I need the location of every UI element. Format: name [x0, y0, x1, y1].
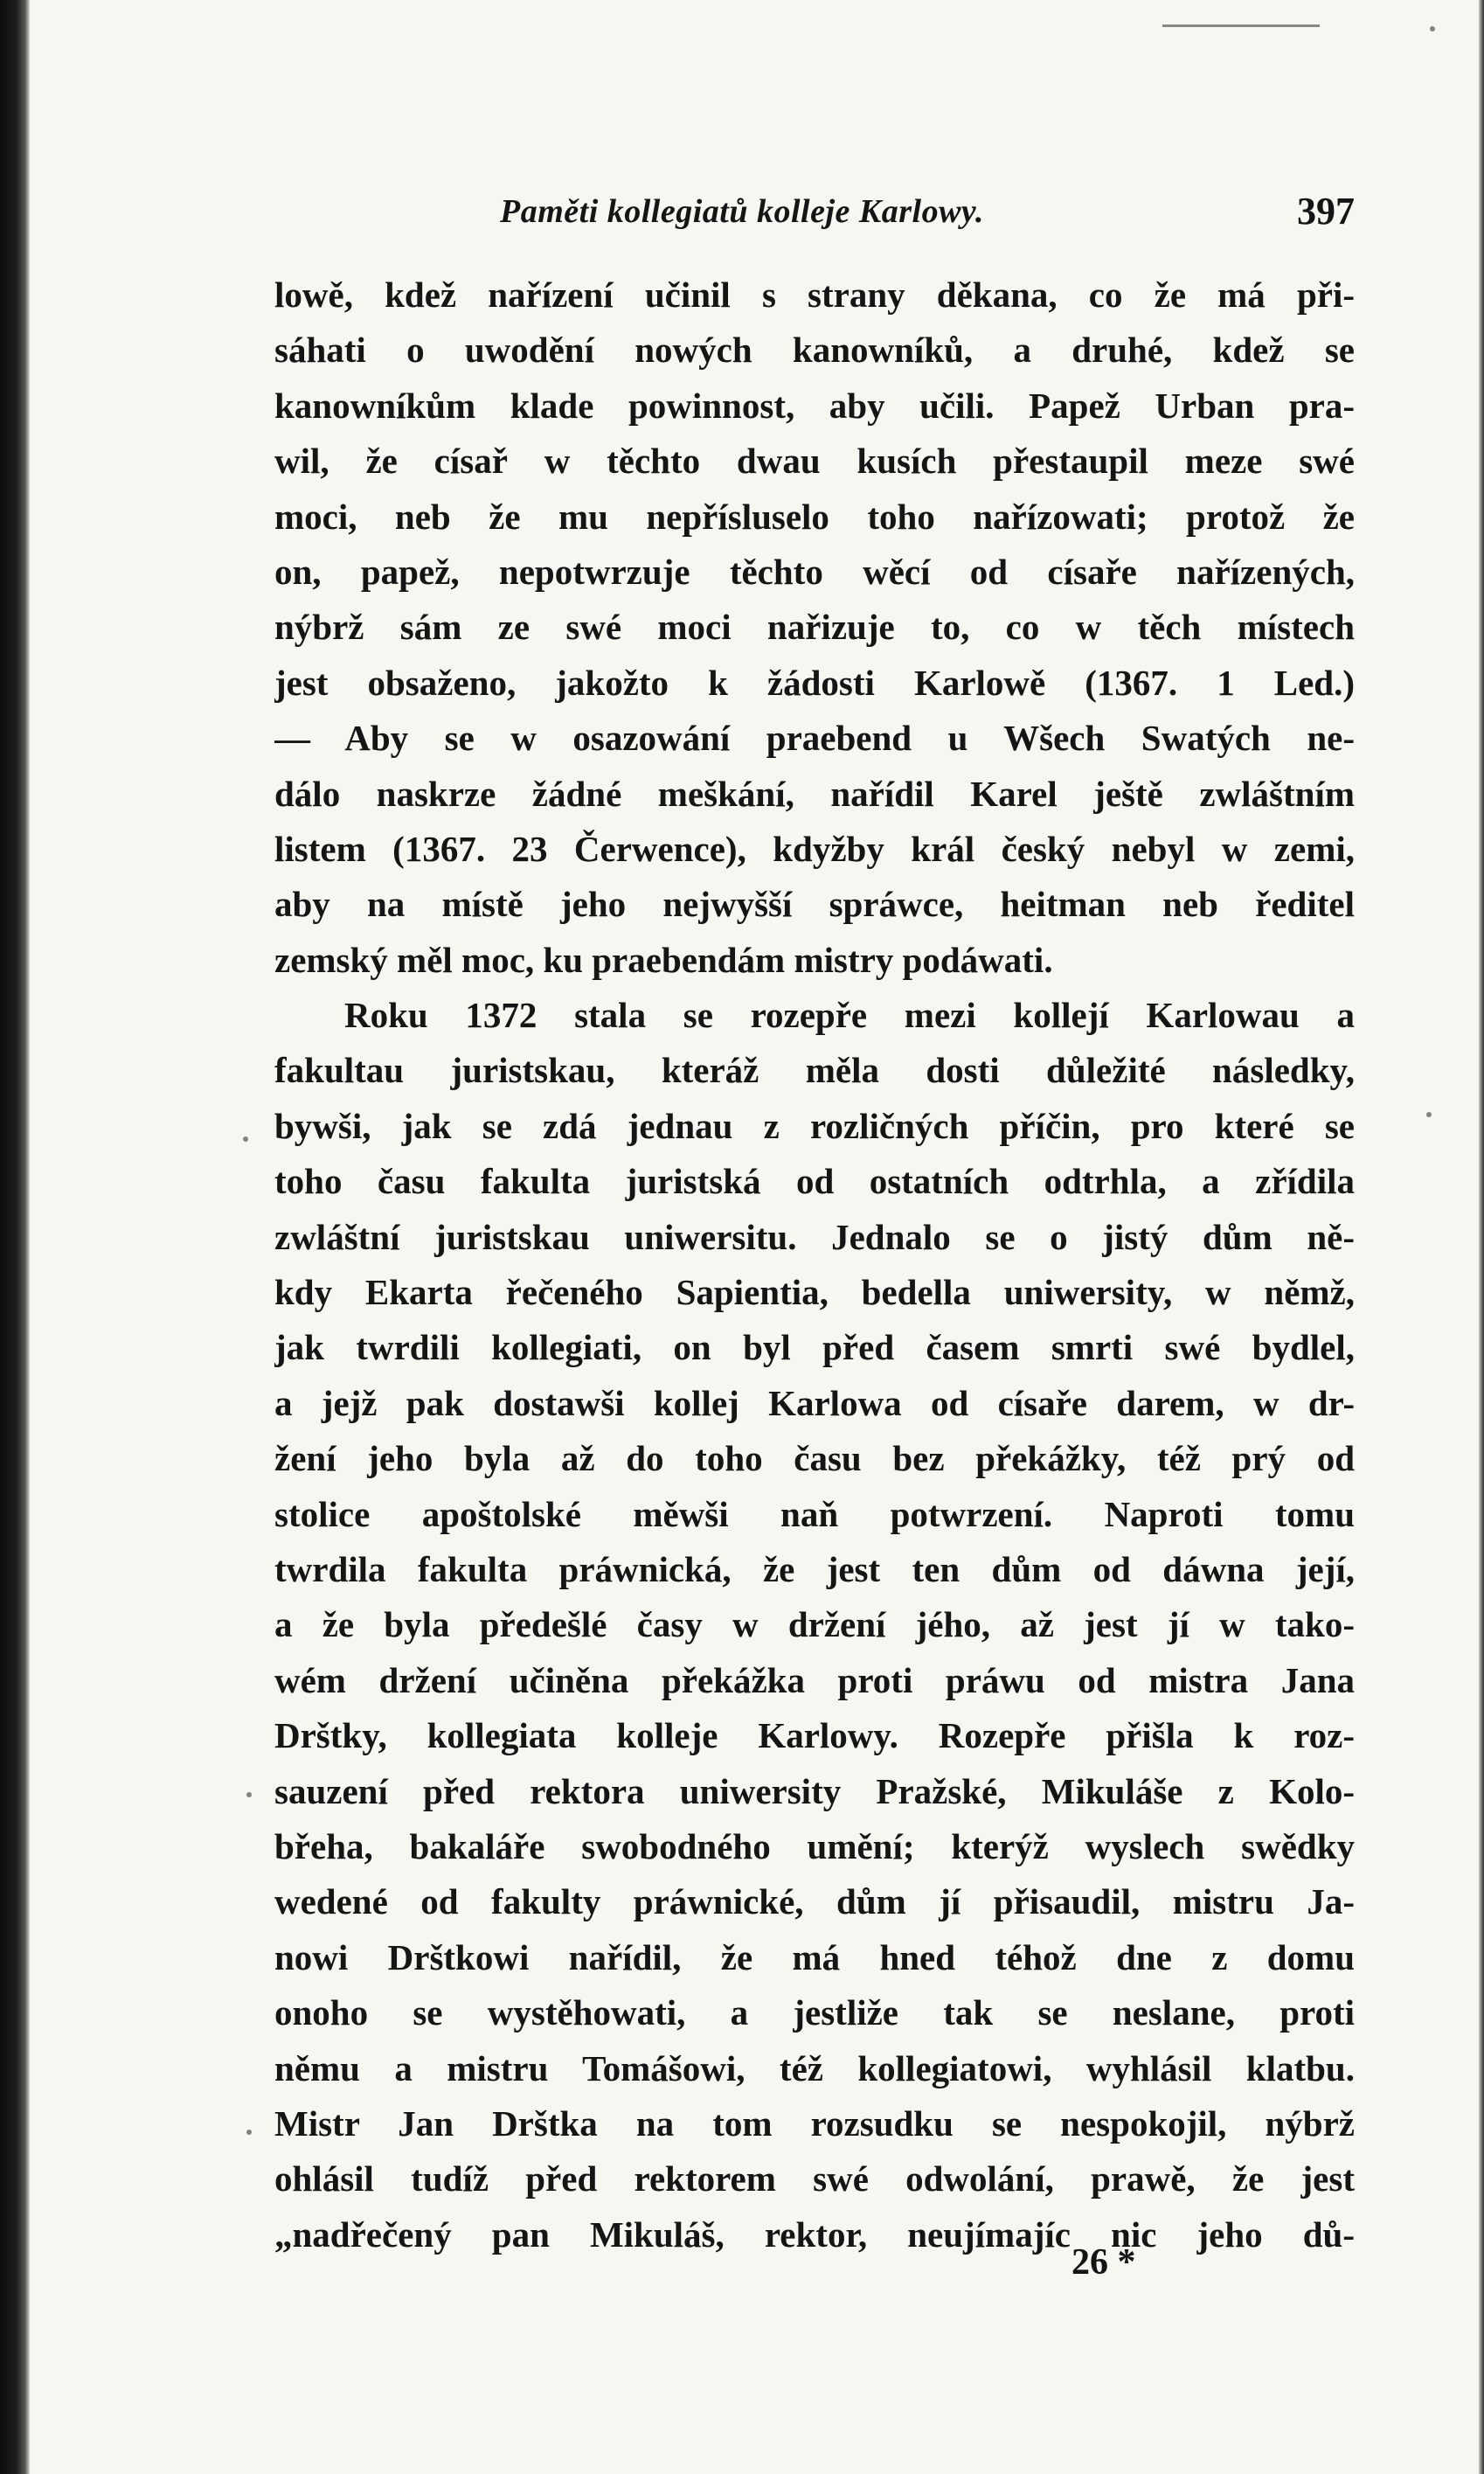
text-line: a jejž pak dostawši kollej Karlowa od císaře darem, w dr- — [274, 1382, 1355, 1423]
text-line: on, papež, nepotwrzuje těchto wěcí od císaře nařízených, — [274, 551, 1355, 592]
text-line: toho času fakulta juristská od ostatních odtrhla, a zřídila — [274, 1161, 1355, 1202]
text-line: břeha, bakaláře swobodného umění; kterýž wyslech swědky — [274, 1825, 1355, 1866]
text-line: — Aby se w osazowání praebend u Wšech Swatých ne- — [274, 718, 1355, 759]
text-line: ohlásil tudíž před rektorem swé odwolání, prawě, že jest — [274, 2158, 1355, 2199]
signature-mark: 26 * — [1071, 2242, 1136, 2283]
text-line: twrdila fakulta práwnická, že jest ten dům od dáwna její, — [274, 1548, 1355, 1589]
text-line: jest obsaženo, jakožto k žádosti Karlowě (1367. 1 Led.) — [274, 662, 1355, 703]
text-line: wém držení učiněna překážka proti práwu od mistra Jana — [274, 1659, 1355, 1700]
scan-speck — [246, 2130, 252, 2135]
text-line: onoho se wystěhowati, a jestliže tak se neslane, proti — [274, 1992, 1355, 2033]
text-line: lowě, kdež nařízení učinil s strany děkana, co že má při- — [274, 275, 1355, 315]
running-header — [274, 187, 1355, 243]
text-line: a že byla předešlé časy w držení jého, až jest jí w tako- — [274, 1604, 1355, 1645]
scan-speck — [246, 1792, 252, 1797]
text-line: dálo naskrze žádné meškání, nařídil Karel ještě zwláštním — [274, 773, 1355, 814]
text-line: němu a mistru Tomášowi, též kollegiatowi, wyhlásil klatbu. — [274, 2047, 1355, 2088]
book-spine-shadow — [0, 0, 30, 2474]
text-line: bywši, jak se zdá jednau z rozličných příčin, pro které se — [274, 1105, 1355, 1146]
scan-artifact-line — [1162, 24, 1320, 27]
text-line: moci, neb že mu nepřísluselo toho nařízowati; protož že — [274, 496, 1355, 537]
text-line: zemský měl moc, ku praebendám mistry podáwati. — [274, 939, 1053, 980]
text-line: listem (1367. 23 Čerwence), kdyžby král český nebyl w zemi, — [274, 828, 1355, 869]
page-edge-shadow — [1479, 0, 1484, 2474]
scan-speck — [1426, 1112, 1432, 1117]
text-line: nowi Drštkowi nařídil, že má hned téhož dne z domu — [274, 1936, 1355, 1977]
text-line: sáhati o uwodění nowých kanowníků, a druhé, kdež se — [274, 330, 1355, 371]
text-line: Roku 1372 stala se rozepře mezi kollejí Karlowau a — [344, 995, 1355, 1036]
text-line: „nadřečený pan Mikuláš, rektor, neujímajíc nic jeho dů- — [274, 2213, 1355, 2255]
text-line: fakultau juristskau, kteráž měla dosti důležité následky, — [274, 1050, 1355, 1091]
page-number: 397 — [1297, 190, 1355, 233]
text-line: kanowníkům klade powinnost, aby učili. Papež Urban pra- — [274, 385, 1355, 426]
text-line: aby na místě jeho nejwyšší spráwce, heitman neb ředitel — [274, 884, 1355, 925]
text-line: jak twrdili kollegiati, on byl před časem smrti swé bydlel, — [274, 1327, 1355, 1368]
text-line: zwláštní juristskau uniwersitu. Jednalo se o jistý dům ně- — [274, 1216, 1355, 1257]
text-line: stolice apoštolské měwši naň potwrzení. Naproti tomu — [274, 1493, 1355, 1534]
text-line: žení jeho byla až do toho času bez překážky, též prý od — [274, 1438, 1355, 1479]
scan-speck — [243, 1136, 248, 1142]
text-line: nýbrž sám ze swé moci nařizuje to, co w těch místech — [274, 607, 1355, 648]
text-line: Drštky, kollegiata kolleje Karlowy. Rozepře přišla k roz- — [274, 1715, 1355, 1756]
text-line: sauzení před rektora uniwersity Pražské, Mikuláše z Kolo- — [274, 1770, 1355, 1811]
scan-speck — [1430, 26, 1435, 31]
text-line: Mistr Jan Drštka na tom rozsudku se nespokojil, nýbrž — [274, 2102, 1355, 2144]
text-line: kdy Ekarta řečeného Sapientia, bedella uniwersity, w němž, — [274, 1272, 1355, 1313]
body-text — [274, 268, 1355, 2262]
text-line: wedené od fakulty práwnické, dům jí přisaudil, mistru Ja- — [274, 1881, 1355, 1922]
running-title: Paměti kollegiatů kolleje Karlowy. — [500, 193, 984, 230]
text-line: wil, že císař w těchto dwau kusích přestaupil meze swé — [274, 441, 1355, 482]
